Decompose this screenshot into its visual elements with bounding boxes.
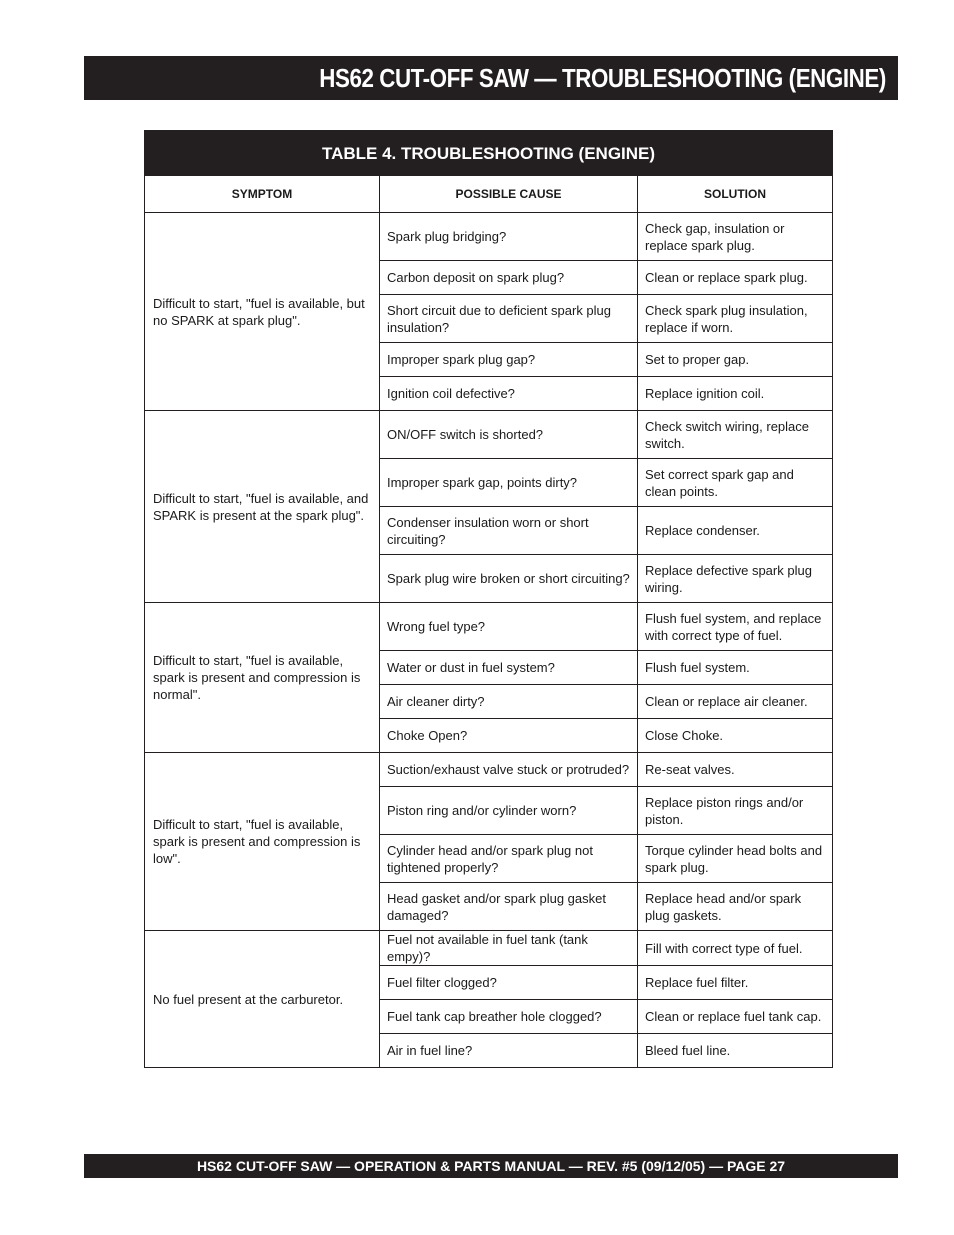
- page-header: [84, 56, 898, 100]
- cause-cell: Spark plug wire broken or short circuiting?: [380, 555, 638, 603]
- cause-cell: Choke Open?: [380, 719, 638, 753]
- solution-cell: Replace piston rings and/or piston.: [638, 787, 833, 835]
- cause-cell: Carbon deposit on spark plug?: [380, 261, 638, 295]
- cause-cell: Fuel tank cap breather hole clogged?: [380, 1000, 638, 1034]
- cause-cell: Water or dust in fuel system?: [380, 651, 638, 685]
- symptom-cell: No fuel present at the carburetor.: [145, 931, 380, 1068]
- solution-cell: Replace condenser.: [638, 507, 833, 555]
- solution-cell: Clean or replace spark plug.: [638, 261, 833, 295]
- cause-cell: Condenser insulation worn or short circuiting?: [380, 507, 638, 555]
- cause-cell: Head gasket and/or spark plug gasket damaged?: [380, 883, 638, 931]
- solution-cell: Set to proper gap.: [638, 343, 833, 377]
- solution-cell: Re-seat valves.: [638, 753, 833, 787]
- solution-cell: Check switch wiring, replace switch.: [638, 411, 833, 459]
- cause-cell: Air in fuel line?: [380, 1034, 638, 1068]
- column-header-symptom: SYMPTOM: [145, 176, 380, 213]
- troubleshooting-table-container: [144, 130, 832, 1068]
- table-caption-row: [145, 131, 833, 176]
- cause-cell: Short circuit due to deficient spark plug insulation?: [380, 295, 638, 343]
- page-title: HS62 CUT-OFF SAW — TROUBLESHOOTING (ENGINE): [319, 62, 886, 93]
- solution-cell: Replace head and/or spark plug gaskets.: [638, 883, 833, 931]
- symptom-cell: Difficult to start, "fuel is available, spark is present and compression is low".: [145, 753, 380, 931]
- cause-cell: Air cleaner dirty?: [380, 685, 638, 719]
- symptom-cell: Difficult to start, "fuel is available, spark is present and compression is normal".: [145, 603, 380, 753]
- solution-cell: Replace fuel filter.: [638, 966, 833, 1000]
- cause-cell: Spark plug bridging?: [380, 213, 638, 261]
- cause-cell: Improper spark gap, points dirty?: [380, 459, 638, 507]
- solution-cell: Clean or replace fuel tank cap.: [638, 1000, 833, 1034]
- footer-text: HS62 CUT-OFF SAW — OPERATION & PARTS MANUAL — REV. #5 (09/12/05) — PAGE 27: [196, 1158, 786, 1174]
- table-row: [145, 411, 833, 459]
- solution-cell: Bleed fuel line.: [638, 1034, 833, 1068]
- page-footer: [84, 1154, 898, 1178]
- solution-cell: Replace ignition coil.: [638, 377, 833, 411]
- solution-cell: Torque cylinder head bolts and spark plug.: [638, 835, 833, 883]
- troubleshooting-table: [144, 130, 833, 1068]
- cause-cell: Suction/exhaust valve stuck or protruded?: [380, 753, 638, 787]
- table-caption: TABLE 4. TROUBLESHOOTING (ENGINE): [145, 131, 833, 176]
- cause-cell: Cylinder head and/or spark plug not tightened properly?: [380, 835, 638, 883]
- table-row: [145, 213, 833, 261]
- symptom-cell: Difficult to start, "fuel is available, and SPARK is present at the spark plug".: [145, 411, 380, 603]
- solution-cell: Flush fuel system, and replace with correct type of fuel.: [638, 603, 833, 651]
- cause-cell: Fuel not available in fuel tank (tank empy)?: [380, 931, 638, 966]
- solution-cell: Check spark plug insulation, replace if worn.: [638, 295, 833, 343]
- column-header-possible-cause: POSSIBLE CAUSE: [380, 176, 638, 213]
- table-row: [145, 603, 833, 651]
- table-row: [145, 753, 833, 787]
- table-row: [145, 931, 833, 966]
- table-header-row: [145, 176, 833, 213]
- cause-cell: Improper spark plug gap?: [380, 343, 638, 377]
- solution-cell: Flush fuel system.: [638, 651, 833, 685]
- solution-cell: Clean or replace air cleaner.: [638, 685, 833, 719]
- cause-cell: Piston ring and/or cylinder worn?: [380, 787, 638, 835]
- cause-cell: ON/OFF switch is shorted?: [380, 411, 638, 459]
- solution-cell: Fill with correct type of fuel.: [638, 931, 833, 966]
- cause-cell: Wrong fuel type?: [380, 603, 638, 651]
- solution-cell: Set correct spark gap and clean points.: [638, 459, 833, 507]
- symptom-cell: Difficult to start, "fuel is available, but no SPARK at spark plug".: [145, 213, 380, 411]
- solution-cell: Check gap, insulation or replace spark plug.: [638, 213, 833, 261]
- column-header-solution: SOLUTION: [638, 176, 833, 213]
- cause-cell: Fuel filter clogged?: [380, 966, 638, 1000]
- solution-cell: Close Choke.: [638, 719, 833, 753]
- solution-cell: Replace defective spark plug wiring.: [638, 555, 833, 603]
- cause-cell: Ignition coil defective?: [380, 377, 638, 411]
